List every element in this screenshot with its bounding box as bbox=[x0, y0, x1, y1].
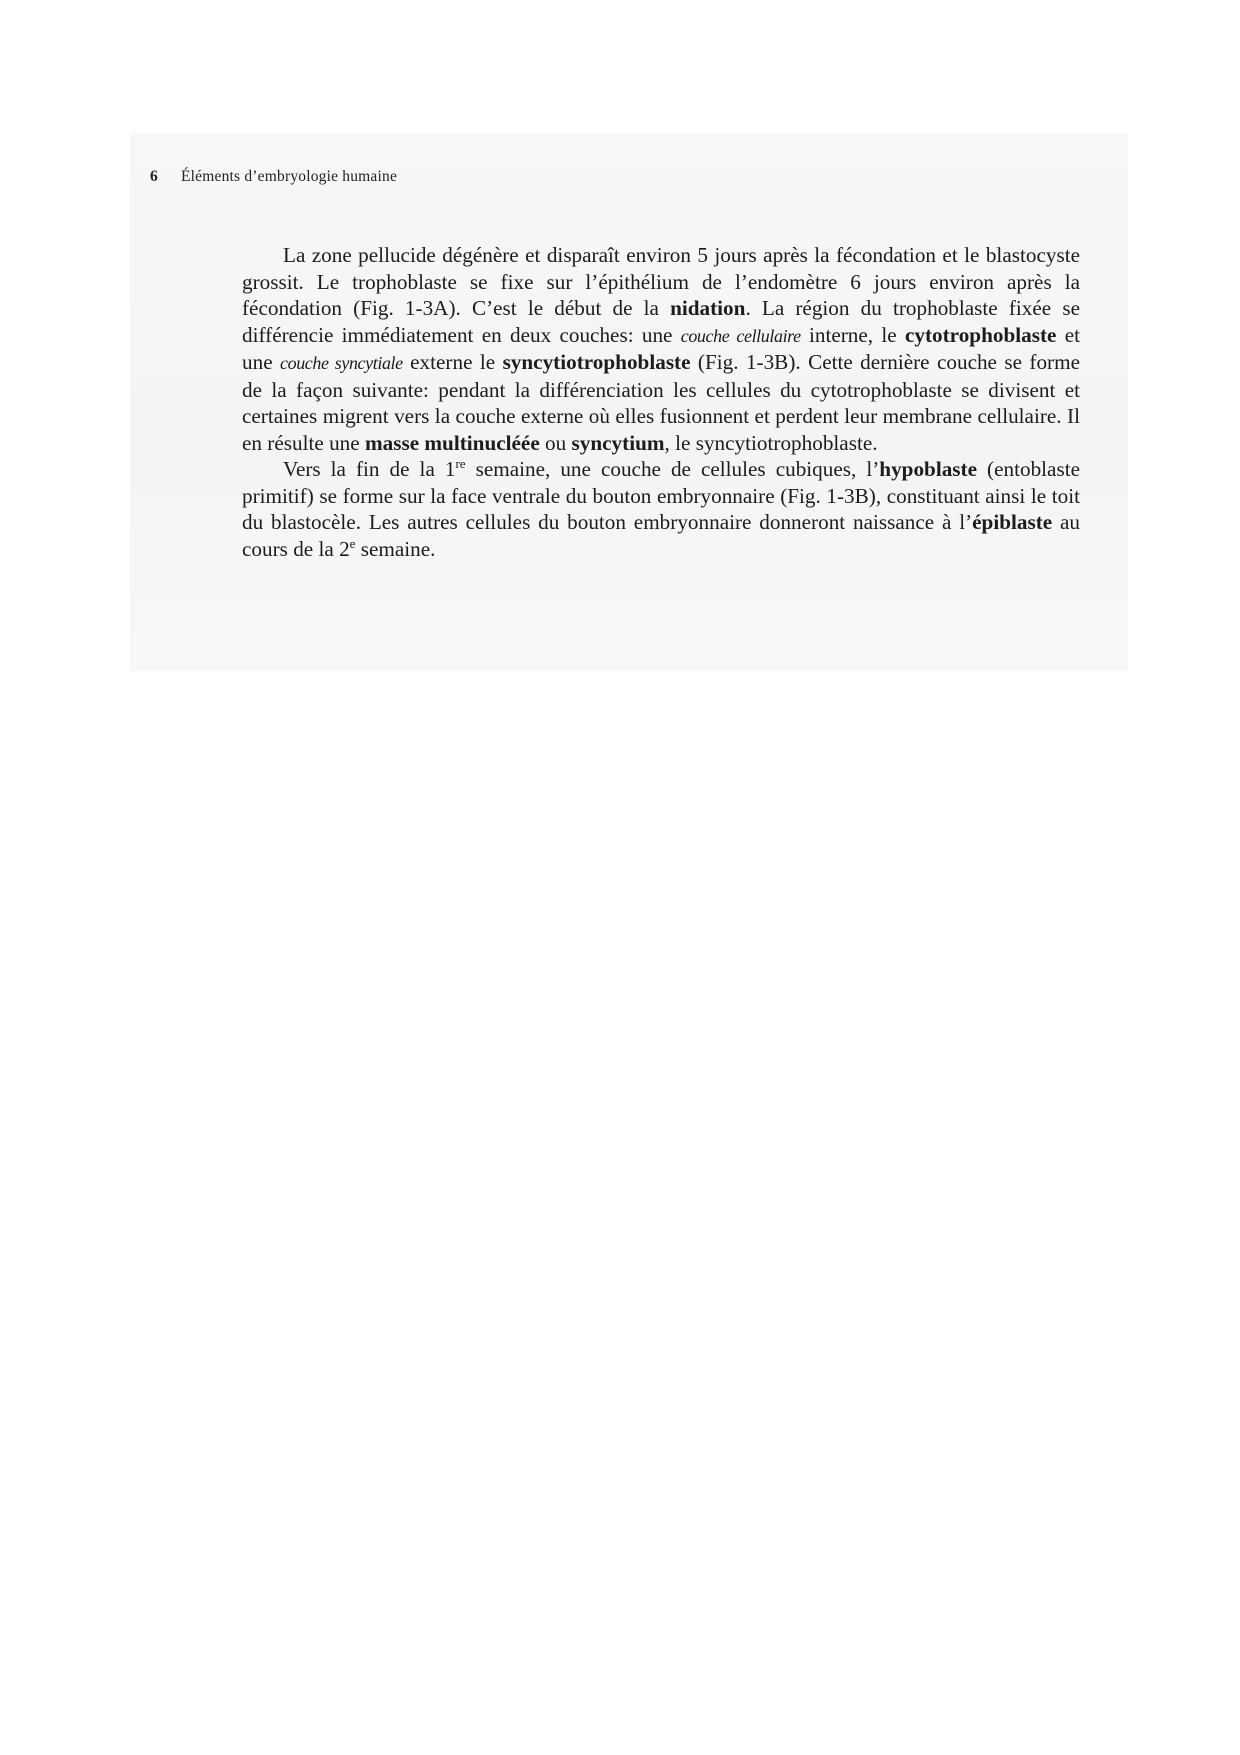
ordinal-suffix: e bbox=[349, 535, 356, 551]
term-cytotrophoblaste: cytotrophoblaste bbox=[904, 322, 1057, 347]
text-run: , le syncytiotrophoblaste. bbox=[664, 430, 878, 455]
text-run: (Fig. 1-3B). Cette dernière couche se forme de la façon suivante: pendant la différenciation les cellules du cytotrophoblaste se divisent et certaines migrent vers la couche externe où elles fusionnent et perdent leur membrane cellulaire. Il en résulte une bbox=[242, 350, 1080, 455]
text-run: au cours de la 2 bbox=[242, 510, 1080, 561]
term-masse-multinucleee: masse multinucléée bbox=[364, 430, 540, 455]
body-text bbox=[242, 242, 1080, 562]
term-hypoblaste: hypoblaste bbox=[879, 457, 978, 481]
term-nidation: nidation bbox=[670, 296, 746, 320]
paragraph bbox=[242, 456, 1080, 562]
term-epiblaste: épiblaste bbox=[972, 510, 1053, 534]
text-run: interne, le bbox=[800, 322, 905, 347]
term-couche-syncytiale: couche syncytiale bbox=[280, 353, 403, 373]
running-title: Éléments d’embryologie humaine bbox=[181, 168, 398, 185]
page-number: 6 bbox=[150, 168, 158, 185]
text-run: (entoblaste primitif) se forme sur la face ventrale du bouton embryonnaire (Fig. 1-3B), constituant ainsi le toit du blastocèle. Les autres cellules du bouton embryonnaire donneront naissance à l’ bbox=[242, 457, 1080, 534]
text-run: externe le bbox=[402, 350, 503, 374]
text-run: et une bbox=[242, 322, 1080, 374]
term-syncytiotrophoblaste: syncytiotrophoblaste bbox=[502, 350, 691, 374]
term-couche-cellulaire: couche cellulaire bbox=[680, 325, 801, 346]
ordinal-suffix: re bbox=[455, 456, 466, 471]
text-run: ou bbox=[539, 430, 572, 455]
paragraph bbox=[242, 242, 1080, 456]
text-run: Vers la fin de la 1 bbox=[283, 457, 456, 481]
text-run: semaine. bbox=[355, 536, 436, 561]
text-run: . La région du trophoblaste fixée se différencie immédiatement en deux couches: une bbox=[242, 296, 1080, 347]
text-run: semaine, une couche de cellules cubiques, l’ bbox=[465, 457, 880, 481]
text-run: La zone pellucide dégénère et disparaît environ 5 jours après la fécondation et le blastocyste grossit. Le trophoblaste se fixe sur l’épithélium de l’endomètre 6 jours environ après la fécondation (Fig. 1-3A). C’est le début de la bbox=[242, 243, 1080, 320]
term-syncytium: syncytium bbox=[571, 430, 665, 455]
running-header bbox=[150, 168, 397, 186]
